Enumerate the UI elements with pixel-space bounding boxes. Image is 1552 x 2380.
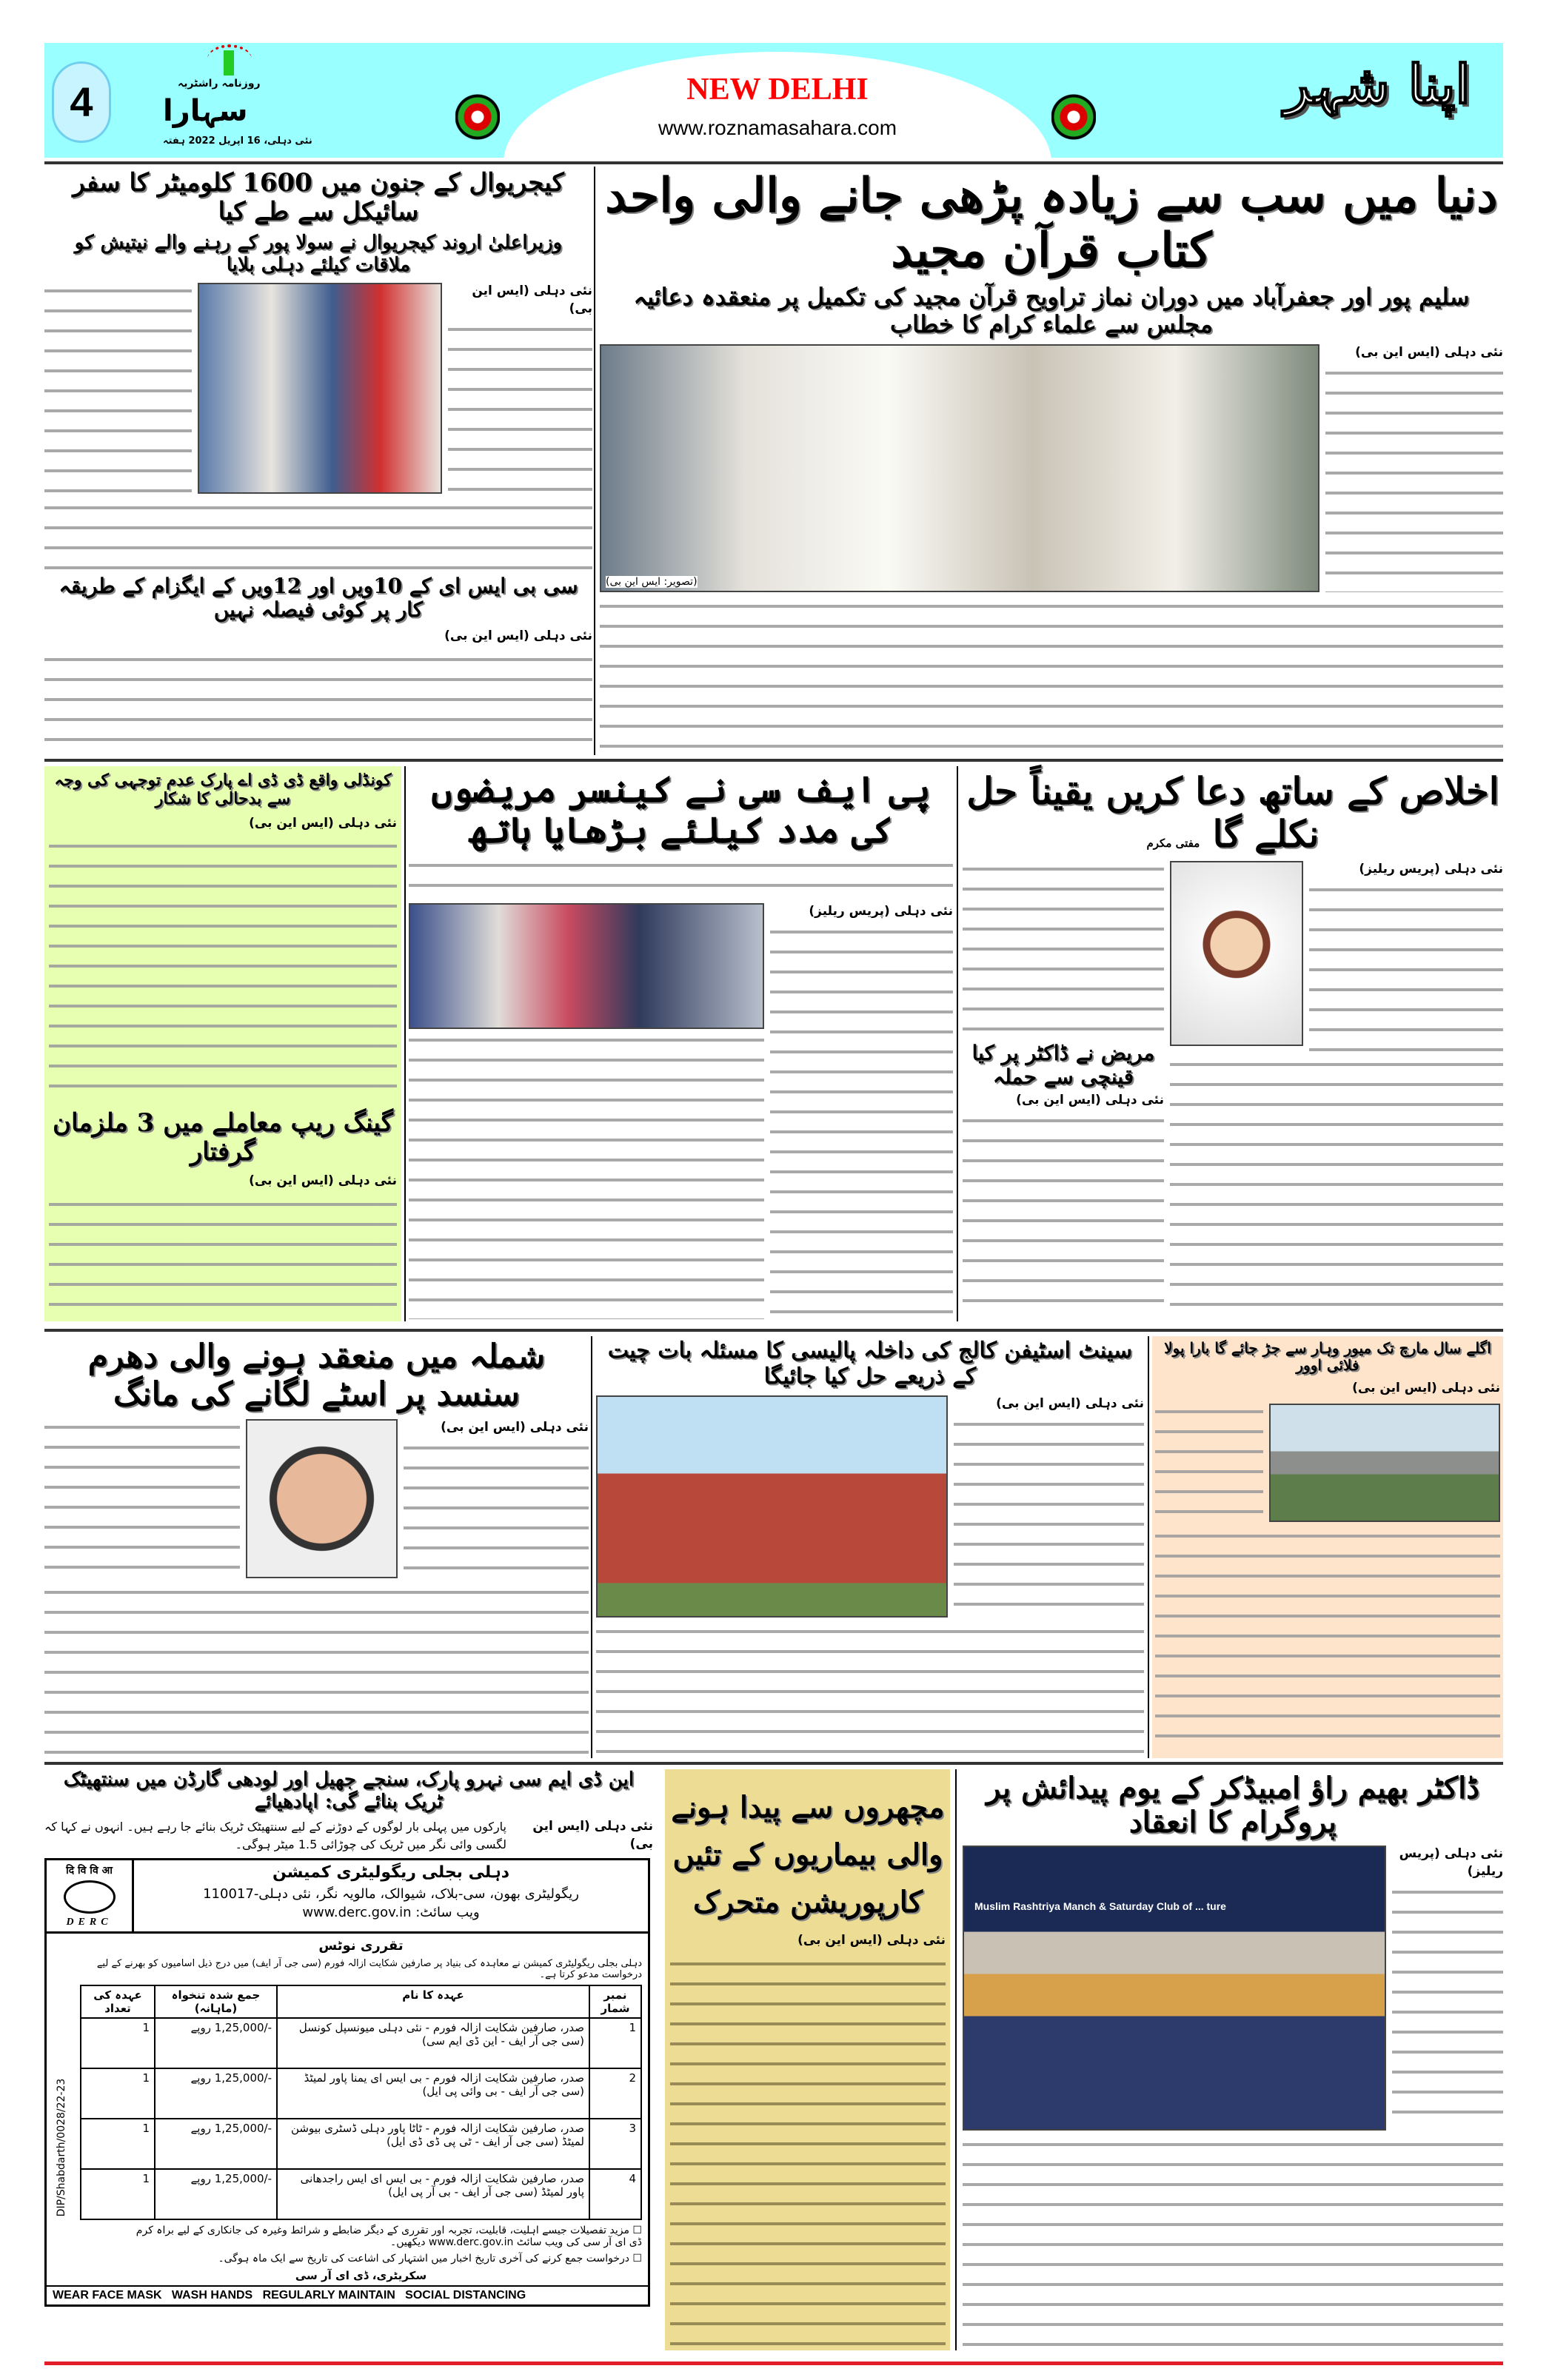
dateline: نئی دہلی (ایس این بی)	[1016, 1093, 1164, 1108]
table-row: 1 صدر، صارفین شکایت ازالہ فورم - نئی دہلی میونسپل کونسل (سی جی آر ایف - این ڈی ایم سی) -/1,25,000 روپے 1	[81, 2018, 641, 2068]
divider	[955, 1769, 957, 2350]
story-kejriwal	[44, 169, 592, 570]
article-body	[44, 500, 592, 570]
divider	[1148, 1336, 1149, 1758]
photo-credit: (تصویر: ایس این بی)	[606, 575, 698, 588]
divider	[957, 766, 958, 1321]
dateline: نئی دہلی (پریس ریلیز)	[1399, 1846, 1503, 1879]
event-banner-text: Muslim Rashtriya Manch & Saturday Club of ... ture	[974, 1900, 1226, 1912]
divider	[44, 161, 1503, 164]
headline-flyover: اگلے سال مارچ تک میور وہار سے جڑ جائے گا بارا پولا فلائی اوور	[1164, 1339, 1491, 1374]
dateline: نئی دہلی (ایس این بی)	[797, 1933, 946, 1948]
article-body	[44, 1419, 240, 1578]
headline-dua	[963, 770, 1503, 855]
photo-mufti	[1170, 861, 1303, 1046]
photo-ulema-gathering	[600, 344, 1319, 592]
headline-ambedkar: ڈاکٹر بھیم راؤ امبیڈکر کے یوم پیدائش پر پروگرام کا انعقاد	[986, 1771, 1480, 1840]
photo-pfc-event	[409, 903, 764, 1029]
photo-kejriwal-nitish	[198, 283, 442, 494]
ndmc-article-text: پارکوں میں پہلی بار لوگوں کے دوڑنے کے لیے سنتھیٹک ٹریک بنائے جا رہے ہیں۔ انہوں نے کہا کہ لگسی وائی نگر میں ٹریک کی چوڑائی 1.5 میٹر ہوگی۔	[44, 1819, 506, 1851]
article-body	[404, 1440, 589, 1578]
dateline: نئی دہلی (ایس این بی)	[996, 1396, 1144, 1411]
divider	[594, 167, 595, 755]
notice-title: تقرری نوٹس	[318, 1937, 404, 1954]
table-row: 3 صدر، صارفین شکایت ازالہ فورم - ٹاٹا پاور دہلی ڈسٹری بیوشن لمیٹڈ (سی جی آر ایف - ٹی پی ڈی ڈی ایل) -/1,25,000 روپے 1	[81, 2119, 641, 2169]
story-kondli	[49, 771, 397, 1104]
story-stephen	[596, 1338, 1144, 1758]
story-flyover	[1155, 1340, 1500, 1754]
article-body	[1170, 1056, 1503, 1319]
article-body	[1392, 1884, 1503, 2131]
story-gangrape	[49, 1109, 397, 1318]
website-url: www.roznamasahara.com	[658, 116, 897, 139]
divider	[591, 1336, 592, 1758]
photo-speaker	[246, 1419, 398, 1578]
posts-table: نمبر شمار عہدہ کا نام جمع شدہ تنخواہ (ماہانہ) عہدہ کی تعداد 1 صدر، صارفین شکایت ازالہ فورم - نئی دہلی میونسپل کونسل (سی جی آر ایف - این ڈی ایم سی) -/1,25,000 روپے 1 2 صدر، صارفین شکایت ازالہ فورم - بی ایس ای یمنا پاور لمیٹڈ (سی جی آر ایف - بی وائی پی ایل) -/1,25,000 روپے 1 3 صدر، صارفین شکایت ازالہ فورم - ٹاٹا پاور دہلی ڈسٹری بیوشن لمیٹڈ (سی جی آر ایف - ٹی پی ڈی ڈی ایل) -/1,25,000 روپے 1 4 صدر، صارفین شکایت ازالہ فورم - بی ایس ای ایس راجدھانی پاور لمیٹڈ (سی جی آر ایف - بی آر پی ایل) -/1,25,000 روپے 1	[80, 1985, 642, 2220]
headline-kejriwal: کیجریوال کے جنون میں 1600 کلومیٹر کا سفر سائیکل سے طے کیا	[73, 168, 564, 227]
dateline: نئی دہلی (ایس این بی)	[441, 1420, 589, 1435]
dateline: نئی دہلی (ایس این بی)	[249, 815, 397, 831]
headline-quran: دنیا میں سب سے زیادہ پڑھی جانے والی واحد کتاب قرآن مجید	[605, 168, 1498, 278]
table-row: 2 صدر، صارفین شکایت ازالہ فورم - بی ایس ای یمنا پاور لمیٹڈ (سی جی آر ایف - بی وائی پی ایل) -/1,25,000 روپے 1	[81, 2068, 641, 2119]
headline-kondli: کونڈلی واقع ڈی ڈی اے پارک عدم توجہی کی وجہ سے بدحالی کا شکار	[54, 771, 392, 809]
dateline: نئی دہلی (پریس ریلیز)	[1359, 862, 1503, 876]
photo-flyover	[1269, 1404, 1500, 1522]
page-number-badge: 4	[52, 61, 111, 143]
emblem-icon	[1051, 84, 1096, 150]
divider	[44, 759, 1503, 762]
article-body	[44, 283, 192, 494]
headline-gangrape: گینگ ریپ معاملے میں 3 ملزمان گرفتار	[53, 1108, 393, 1167]
article-body	[44, 1584, 589, 1758]
story-ndmc	[44, 1769, 653, 2307]
divider	[44, 1762, 1503, 1765]
emblem-icon	[455, 84, 500, 150]
dateline: نئی دہلی (پریس ریلیز)	[809, 904, 953, 919]
photo-st-stephens-college	[596, 1395, 948, 1618]
photo-ambedkar-event	[963, 1846, 1386, 2131]
dateline: نئی دہلی (ایس این بی)	[249, 1173, 397, 1189]
article-body	[409, 1032, 764, 1319]
dateline: نئی دہلی (ایس این بی)	[532, 1818, 653, 1851]
article-body	[1155, 1404, 1263, 1522]
headline-pfc: پی ایف سی نے کینسر مریضوں کی مدد کیلئے بڑھایا ہاتھ	[431, 769, 931, 852]
article-body	[963, 861, 1164, 1039]
headline-scissors: مریض نے ڈاکٹر پر کیا قینچی سے حملہ	[971, 1041, 1155, 1090]
notice-note: ☐ مزید تفصیلات جیسے اہلیت، قابلیت، تجربہ اور تقرری کے دیگر ضابطے و شرائط وغیرہ کی جانکاری کے لیے براہ کرم ڈی ای آر سی کی ویب سائٹ www.derc.gov.in دیکھیں۔	[136, 2224, 642, 2248]
table-row: 4 صدر، صارفین شکایت ازالہ فورم - بی ایس ای ایس راجدھانی پاور لمیٹڈ (سی جی آر ایف - بی آر پی ایل) -/1,25,000 روپے 1	[81, 2169, 641, 2219]
article-body	[49, 1196, 397, 1318]
story-ambedkar	[963, 1771, 1503, 2350]
dateline: نئی دہلی (ایس این بی)	[1355, 344, 1503, 360]
headline-shimla: شملہ میں منعقد ہونے والی دھرم سنسد پر اسٹے لگانے کی مانگ	[87, 1338, 546, 1413]
story-quran	[600, 169, 1503, 755]
ad-footer: WEAR FACE MASK WASH HANDS REGULARLY MAINTAIN SOCIAL DISTANCING	[47, 2285, 648, 2304]
story-mosquito	[670, 1784, 946, 2347]
dateline: نئی دہلی (ایس این بی)	[444, 628, 592, 644]
bottom-rule	[44, 2361, 1503, 2365]
notice-note: ☐ درخواست جمع کرنے کی آخری تاریخ اخبار میں اشتہار کی اشاعت کی تاریخ سے ایک ماہ ہوگی۔	[218, 2252, 642, 2265]
story-shimla	[44, 1338, 589, 1758]
article-body	[954, 1416, 1144, 1618]
signature: سکریٹری، ڈی ای آر سی	[295, 2268, 427, 2282]
derc-header: دہلی بجلی ریگولیٹری کمیشن ریگولیٹری بھون، سی-بلاک، شیوالک، مالویہ نگر، نئی دہلی-110017 ویب سائٹ: www.derc.gov.in	[203, 1863, 579, 1920]
divider	[44, 1329, 1503, 1332]
article-body	[1309, 882, 1503, 1053]
headline-dua-text: اخلاص کے ساتھ دعا کریں یقیناً حل نکلے گا	[966, 769, 1499, 856]
divider	[404, 766, 406, 1321]
article-body	[770, 924, 953, 1319]
derc-advertisement	[44, 1858, 650, 2307]
headline-stephen: سینٹ اسٹیفن کالج کی داخلہ پالیسی کا مسئلہ بات چیت کے ذریعے حل کیا جائیگا	[607, 1338, 1133, 1390]
article-body	[596, 1623, 1144, 1758]
edition-name: NEW DELHI	[686, 73, 869, 107]
article-body	[1155, 1528, 1500, 1754]
article-body	[409, 857, 953, 897]
headline-cbse: سی بی ایس ای کے 10ویں اور 12ویں کے ایگزام کے طریقہ کار پر کوئی فیصلہ نہیں	[58, 574, 578, 623]
derc-logo: दि वि वि आ DERC	[47, 1860, 134, 1931]
dip-code: DIP/Shabdarth/0028/22-23	[56, 2078, 67, 2217]
subheadline-quran: سلیم پور اور جعفرآباد میں دوران نماز تراویح قرآن مجید کی تکمیل پر منعقدہ دعائیہ مجلس سے علماء کرام کا خطاب	[633, 283, 1470, 338]
dateline: نئی دہلی (ایس این بی)	[472, 283, 592, 316]
article-body	[963, 1113, 1164, 1319]
byline: مفتی مکرم	[1146, 836, 1200, 850]
article-body	[49, 838, 397, 1104]
article-body	[448, 321, 592, 494]
dateline: نئی دہلی (ایس این بی)	[1352, 1381, 1500, 1395]
subheadline-kejriwal: وزیراعلیٰ اروند کیجریوال نے سولا پور کے رہنے والے نیتیش کو ملاقات کیلئے دہلی بلایا	[74, 232, 563, 277]
article-body	[1325, 365, 1503, 592]
article-body	[963, 2136, 1503, 2350]
article-body	[670, 1956, 946, 2347]
story-dua	[963, 770, 1503, 1319]
article-body	[600, 598, 1503, 755]
story-cbse	[44, 574, 592, 755]
headline-ndmc: این ڈی ایم سی نہرو پارک، سنجے جھیل اور لودھی گارڈن میں سنتھیٹک ٹریک بنائے گی: اپادھیائے	[63, 1769, 635, 1813]
paper-logo: روزنامہ راشٹریہ سہارا نئی دہلی، 16 اپریل 2022 ہفتہ	[155, 44, 304, 155]
section-title: اپنا شہر	[1284, 53, 1471, 115]
notice-intro: دہلی بجلی ریگولیٹری کمیشن نے معاہدہ کی بنیاد پر صارفین شکایت ازالہ فورم (سی جی آر ایف) میں درج ذیل اسامیوں کو بھرنے کے لیے درخواست مدعو کرتا ہے۔	[96, 1957, 642, 1980]
headline-mosquito: مچھروں سے پیدا ہونے والی بیماریوں کے تئیں کارپوریشن متحرک	[671, 1790, 945, 1920]
story-pfc	[409, 770, 953, 1319]
article-body	[44, 651, 592, 755]
masthead	[44, 43, 1503, 158]
